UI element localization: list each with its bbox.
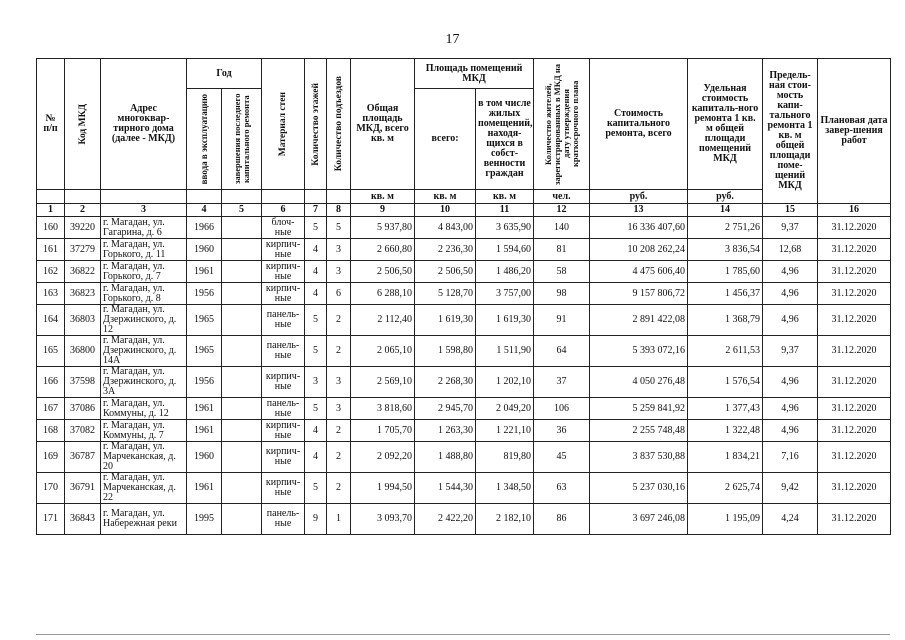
cell-cost: 2 255 748,48 bbox=[590, 420, 688, 442]
cell-year: 1961 bbox=[187, 420, 222, 442]
cell-repair bbox=[222, 239, 262, 261]
cell-unit-cost: 2 625,74 bbox=[688, 473, 763, 504]
cell-year: 1965 bbox=[187, 305, 222, 336]
cell-address: г. Магадан, ул. Коммуны, д. 12 bbox=[101, 398, 187, 420]
cell-area-living: 2 182,10 bbox=[476, 504, 534, 535]
cell-floors: 5 bbox=[305, 398, 327, 420]
cell-code: 36803 bbox=[65, 305, 101, 336]
unit-area-living: кв. м bbox=[476, 190, 534, 204]
cell-code: 37082 bbox=[65, 420, 101, 442]
cell-cost: 4 475 606,40 bbox=[590, 261, 688, 283]
column-numbers-row: 1 2 3 4 5 6 7 8 9 10 11 12 13 14 15 16 bbox=[37, 204, 891, 217]
cell-material: кирпич-ные bbox=[262, 420, 305, 442]
header-num: № п/п bbox=[37, 59, 65, 190]
cell-entrances: 2 bbox=[327, 420, 351, 442]
cell-area-all: 5 128,70 bbox=[415, 283, 476, 305]
cell-area-all: 1 598,80 bbox=[415, 336, 476, 367]
table-body bbox=[37, 217, 891, 535]
cell-residents: 86 bbox=[534, 504, 590, 535]
cell-material: панель-ные bbox=[262, 398, 305, 420]
cell-entrances: 2 bbox=[327, 305, 351, 336]
cell-date: 31.12.2020 bbox=[818, 473, 891, 504]
cell-code: 39220 bbox=[65, 217, 101, 239]
cell-year: 1961 bbox=[187, 261, 222, 283]
unit-total-area: кв. м bbox=[351, 190, 415, 204]
cell-entrances: 5 bbox=[327, 217, 351, 239]
header-planned-date: Плановая дата завер-шения работ bbox=[818, 59, 891, 204]
cell-num: 160 bbox=[37, 217, 65, 239]
cell-repair bbox=[222, 336, 262, 367]
cell-residents: 106 bbox=[534, 398, 590, 420]
cell-floors: 4 bbox=[305, 442, 327, 473]
cell-area-living: 819,80 bbox=[476, 442, 534, 473]
cell-material: панель-ные bbox=[262, 305, 305, 336]
cell-date: 31.12.2020 bbox=[818, 367, 891, 398]
cell-max-cost: 9,37 bbox=[763, 336, 818, 367]
cell-code: 36843 bbox=[65, 504, 101, 535]
unit-residents: чел. bbox=[534, 190, 590, 204]
cell-year: 1956 bbox=[187, 283, 222, 305]
cell-material: блоч-ные bbox=[262, 217, 305, 239]
cell-area-living: 1 221,10 bbox=[476, 420, 534, 442]
cell-year: 1995 bbox=[187, 504, 222, 535]
cell-floors: 5 bbox=[305, 473, 327, 504]
cell-address: г. Магадан, ул. Набережная реки bbox=[101, 504, 187, 535]
cell-unit-cost: 1 322,48 bbox=[688, 420, 763, 442]
cell-cost: 5 237 030,16 bbox=[590, 473, 688, 504]
cell-address: г. Магадан, ул. Горького, д. 7 bbox=[101, 261, 187, 283]
cell-floors: 4 bbox=[305, 420, 327, 442]
cell-floors: 4 bbox=[305, 261, 327, 283]
cell-num: 168 bbox=[37, 420, 65, 442]
header-area-living: в том числе жилых помещений, находя-щихся в собст-венности граждан bbox=[476, 89, 534, 190]
cell-unit-cost: 2 611,53 bbox=[688, 336, 763, 367]
unit-cost-total: руб. bbox=[590, 190, 688, 204]
cell-num: 166 bbox=[37, 367, 65, 398]
cell-repair bbox=[222, 261, 262, 283]
cell-area-living: 1 202,10 bbox=[476, 367, 534, 398]
cell-num: 167 bbox=[37, 398, 65, 420]
cell-num: 171 bbox=[37, 504, 65, 535]
cell-area-all: 1 263,30 bbox=[415, 420, 476, 442]
header-area-all: всего: bbox=[415, 89, 476, 190]
cell-address: г. Магадан, ул. Гагарина, д. 6 bbox=[101, 217, 187, 239]
header-total-area: Общая площадь МКД, всего кв. м bbox=[351, 59, 415, 190]
cell-residents: 63 bbox=[534, 473, 590, 504]
cell-num: 170 bbox=[37, 473, 65, 504]
cell-entrances: 3 bbox=[327, 367, 351, 398]
cell-unit-cost: 1 456,37 bbox=[688, 283, 763, 305]
cell-total-area: 2 506,50 bbox=[351, 261, 415, 283]
unit-area-all: кв. м bbox=[415, 190, 476, 204]
cell-entrances: 3 bbox=[327, 261, 351, 283]
cell-floors: 3 bbox=[305, 367, 327, 398]
cell-address: г. Магадан, ул. Марчеканская, д. 20 bbox=[101, 442, 187, 473]
cell-max-cost: 12,68 bbox=[763, 239, 818, 261]
header-year-commission: ввода в эксплуатацию bbox=[187, 89, 222, 190]
cell-material: кирпич-ные bbox=[262, 283, 305, 305]
cell-entrances: 2 bbox=[327, 473, 351, 504]
cell-total-area: 2 092,20 bbox=[351, 442, 415, 473]
header-unit-cost: Удельная стоимость капиталь-ного ремонта 1 кв. м общей площади помещений МКД bbox=[688, 59, 763, 190]
cell-unit-cost: 1 368,79 bbox=[688, 305, 763, 336]
header-address: Адрес многоквар-тирного дома (далее - МКД) bbox=[101, 59, 187, 190]
cell-area-all: 2 422,20 bbox=[415, 504, 476, 535]
cell-material: кирпич-ные bbox=[262, 239, 305, 261]
header-residents: Количество жителей, зарегистрированных в МКД на дату утверждения краткосрочного плана bbox=[534, 59, 590, 190]
cell-repair bbox=[222, 420, 262, 442]
cell-cost: 3 837 530,88 bbox=[590, 442, 688, 473]
cell-code: 36822 bbox=[65, 261, 101, 283]
cell-max-cost: 4,96 bbox=[763, 398, 818, 420]
cell-address: г. Магадан, ул. Горького, д. 8 bbox=[101, 283, 187, 305]
cell-floors: 9 bbox=[305, 504, 327, 535]
cell-total-area: 1 994,50 bbox=[351, 473, 415, 504]
cell-unit-cost: 1 834,21 bbox=[688, 442, 763, 473]
cell-max-cost: 4,24 bbox=[763, 504, 818, 535]
cell-area-all: 2 506,50 bbox=[415, 261, 476, 283]
cell-total-area: 6 288,10 bbox=[351, 283, 415, 305]
cell-repair bbox=[222, 504, 262, 535]
cell-area-living: 1 619,30 bbox=[476, 305, 534, 336]
cell-repair bbox=[222, 473, 262, 504]
cell-area-living: 1 594,60 bbox=[476, 239, 534, 261]
cell-residents: 81 bbox=[534, 239, 590, 261]
cell-cost: 16 336 407,60 bbox=[590, 217, 688, 239]
cell-area-living: 1 486,20 bbox=[476, 261, 534, 283]
cell-cost: 3 697 246,08 bbox=[590, 504, 688, 535]
cell-repair bbox=[222, 283, 262, 305]
cell-code: 37598 bbox=[65, 367, 101, 398]
cell-floors: 4 bbox=[305, 283, 327, 305]
cell-num: 165 bbox=[37, 336, 65, 367]
table-row bbox=[37, 305, 891, 336]
cell-max-cost: 4,96 bbox=[763, 367, 818, 398]
cell-year: 1966 bbox=[187, 217, 222, 239]
cell-cost: 10 208 262,24 bbox=[590, 239, 688, 261]
header-wall-material: Материал стен bbox=[262, 59, 305, 190]
table-row bbox=[37, 261, 891, 283]
cell-address: г. Магадан, ул. Коммуны, д. 7 bbox=[101, 420, 187, 442]
cell-date: 31.12.2020 bbox=[818, 283, 891, 305]
cell-repair bbox=[222, 305, 262, 336]
cell-max-cost: 9,42 bbox=[763, 473, 818, 504]
cell-max-cost: 4,96 bbox=[763, 305, 818, 336]
cell-repair bbox=[222, 217, 262, 239]
table-row bbox=[37, 442, 891, 473]
cell-code: 36823 bbox=[65, 283, 101, 305]
cell-residents: 64 bbox=[534, 336, 590, 367]
cell-residents: 37 bbox=[534, 367, 590, 398]
header-cost-total: Стоимость капитального ремонта, всего bbox=[590, 59, 688, 190]
mkd-repair-table bbox=[36, 58, 891, 535]
cell-address: г. Магадан, ул. Горького, д. 11 bbox=[101, 239, 187, 261]
cell-address: г. Магадан, ул. Дзержинского, д. 14А bbox=[101, 336, 187, 367]
cell-floors: 5 bbox=[305, 305, 327, 336]
cell-num: 163 bbox=[37, 283, 65, 305]
cell-date: 31.12.2020 bbox=[818, 217, 891, 239]
cell-material: панель-ные bbox=[262, 504, 305, 535]
cell-year: 1961 bbox=[187, 473, 222, 504]
cell-max-cost: 7,16 bbox=[763, 442, 818, 473]
cell-area-living: 3 635,90 bbox=[476, 217, 534, 239]
cell-total-area: 2 112,40 bbox=[351, 305, 415, 336]
cell-repair bbox=[222, 398, 262, 420]
cell-total-area: 2 569,10 bbox=[351, 367, 415, 398]
cell-area-all: 1 619,30 bbox=[415, 305, 476, 336]
cell-year: 1960 bbox=[187, 442, 222, 473]
cell-cost: 4 050 276,48 bbox=[590, 367, 688, 398]
table-row bbox=[37, 473, 891, 504]
cell-date: 31.12.2020 bbox=[818, 261, 891, 283]
table-row bbox=[37, 239, 891, 261]
cell-max-cost: 4,96 bbox=[763, 261, 818, 283]
header-max-unit-cost: Предель-ная стои-мость капи-тального ремонта 1 кв. м общей площади поме-щений МКД bbox=[763, 59, 818, 204]
header-area-group: Площадь помещений МКД bbox=[415, 59, 534, 89]
cell-date: 31.12.2020 bbox=[818, 420, 891, 442]
cell-unit-cost: 2 751,26 bbox=[688, 217, 763, 239]
cell-total-area: 2 660,80 bbox=[351, 239, 415, 261]
cell-area-all: 2 268,30 bbox=[415, 367, 476, 398]
cell-cost: 5 259 841,92 bbox=[590, 398, 688, 420]
cell-code: 36800 bbox=[65, 336, 101, 367]
cell-date: 31.12.2020 bbox=[818, 442, 891, 473]
table-row bbox=[37, 217, 891, 239]
cell-repair bbox=[222, 367, 262, 398]
cell-num: 162 bbox=[37, 261, 65, 283]
header-code: Код МКД bbox=[65, 59, 101, 190]
cell-unit-cost: 3 836,54 bbox=[688, 239, 763, 261]
cell-material: кирпич-ные bbox=[262, 442, 305, 473]
cell-address: г. Магадан, ул. Дзержинского, д. 3А bbox=[101, 367, 187, 398]
cell-entrances: 2 bbox=[327, 336, 351, 367]
cell-material: кирпич-ные bbox=[262, 473, 305, 504]
cell-area-all: 2 945,70 bbox=[415, 398, 476, 420]
cell-date: 31.12.2020 bbox=[818, 336, 891, 367]
cell-area-living: 1 511,90 bbox=[476, 336, 534, 367]
cell-material: кирпич-ные bbox=[262, 367, 305, 398]
cell-residents: 98 bbox=[534, 283, 590, 305]
cell-date: 31.12.2020 bbox=[818, 305, 891, 336]
page-bottom-rule bbox=[36, 634, 890, 635]
cell-area-living: 3 757,00 bbox=[476, 283, 534, 305]
cell-repair bbox=[222, 442, 262, 473]
cell-residents: 58 bbox=[534, 261, 590, 283]
cell-area-all: 2 236,30 bbox=[415, 239, 476, 261]
cell-residents: 36 bbox=[534, 420, 590, 442]
cell-address: г. Магадан, ул. Дзержинского, д. 12 bbox=[101, 305, 187, 336]
table-row bbox=[37, 367, 891, 398]
cell-code: 37086 bbox=[65, 398, 101, 420]
cell-code: 36787 bbox=[65, 442, 101, 473]
cell-material: панель-ные bbox=[262, 336, 305, 367]
cell-year: 1961 bbox=[187, 398, 222, 420]
cell-max-cost: 4,96 bbox=[763, 283, 818, 305]
cell-unit-cost: 1 785,60 bbox=[688, 261, 763, 283]
cell-unit-cost: 1 195,09 bbox=[688, 504, 763, 535]
table-row bbox=[37, 283, 891, 305]
page-number: 17 bbox=[445, 32, 460, 47]
cell-entrances: 3 bbox=[327, 239, 351, 261]
cell-max-cost: 9,37 bbox=[763, 217, 818, 239]
cell-residents: 91 bbox=[534, 305, 590, 336]
cell-total-area: 3 818,60 bbox=[351, 398, 415, 420]
cell-date: 31.12.2020 bbox=[818, 239, 891, 261]
cell-area-all: 1 544,30 bbox=[415, 473, 476, 504]
cell-unit-cost: 1 576,54 bbox=[688, 367, 763, 398]
cell-area-living: 1 348,50 bbox=[476, 473, 534, 504]
cell-num: 169 bbox=[37, 442, 65, 473]
cell-floors: 5 bbox=[305, 217, 327, 239]
cell-max-cost: 4,96 bbox=[763, 420, 818, 442]
cell-residents: 45 bbox=[534, 442, 590, 473]
cell-residents: 140 bbox=[534, 217, 590, 239]
cell-code: 37279 bbox=[65, 239, 101, 261]
cell-date: 31.12.2020 bbox=[818, 398, 891, 420]
cell-cost: 2 891 422,08 bbox=[590, 305, 688, 336]
cell-cost: 9 157 806,72 bbox=[590, 283, 688, 305]
cell-total-area: 3 093,70 bbox=[351, 504, 415, 535]
cell-floors: 5 bbox=[305, 336, 327, 367]
cell-area-all: 1 488,80 bbox=[415, 442, 476, 473]
table-row bbox=[37, 336, 891, 367]
header-year-last-repair: завершения последнего капитального ремонта bbox=[222, 89, 262, 190]
table-row bbox=[37, 504, 891, 535]
cell-area-living: 2 049,20 bbox=[476, 398, 534, 420]
cell-total-area: 1 705,70 bbox=[351, 420, 415, 442]
cell-year: 1965 bbox=[187, 336, 222, 367]
header-year-group: Год bbox=[187, 59, 262, 89]
header-entrances: Количество подъездов bbox=[327, 59, 351, 190]
cell-num: 161 bbox=[37, 239, 65, 261]
cell-floors: 4 bbox=[305, 239, 327, 261]
table-row bbox=[37, 398, 891, 420]
cell-entrances: 1 bbox=[327, 504, 351, 535]
cell-unit-cost: 1 377,43 bbox=[688, 398, 763, 420]
cell-total-area: 2 065,10 bbox=[351, 336, 415, 367]
cell-total-area: 5 937,80 bbox=[351, 217, 415, 239]
cell-code: 36791 bbox=[65, 473, 101, 504]
cell-entrances: 6 bbox=[327, 283, 351, 305]
cell-cost: 5 393 072,16 bbox=[590, 336, 688, 367]
cell-date: 31.12.2020 bbox=[818, 504, 891, 535]
cell-num: 164 bbox=[37, 305, 65, 336]
table-row bbox=[37, 420, 891, 442]
cell-entrances: 3 bbox=[327, 398, 351, 420]
cell-material: кирпич-ные bbox=[262, 261, 305, 283]
cell-area-all: 4 843,00 bbox=[415, 217, 476, 239]
header-floors: Количество этажей bbox=[305, 59, 327, 190]
unit-unit-cost: руб. bbox=[688, 190, 763, 204]
cell-year: 1960 bbox=[187, 239, 222, 261]
cell-address: г. Магадан, ул. Марчеканская, д. 22 bbox=[101, 473, 187, 504]
cell-entrances: 2 bbox=[327, 442, 351, 473]
cell-year: 1956 bbox=[187, 367, 222, 398]
